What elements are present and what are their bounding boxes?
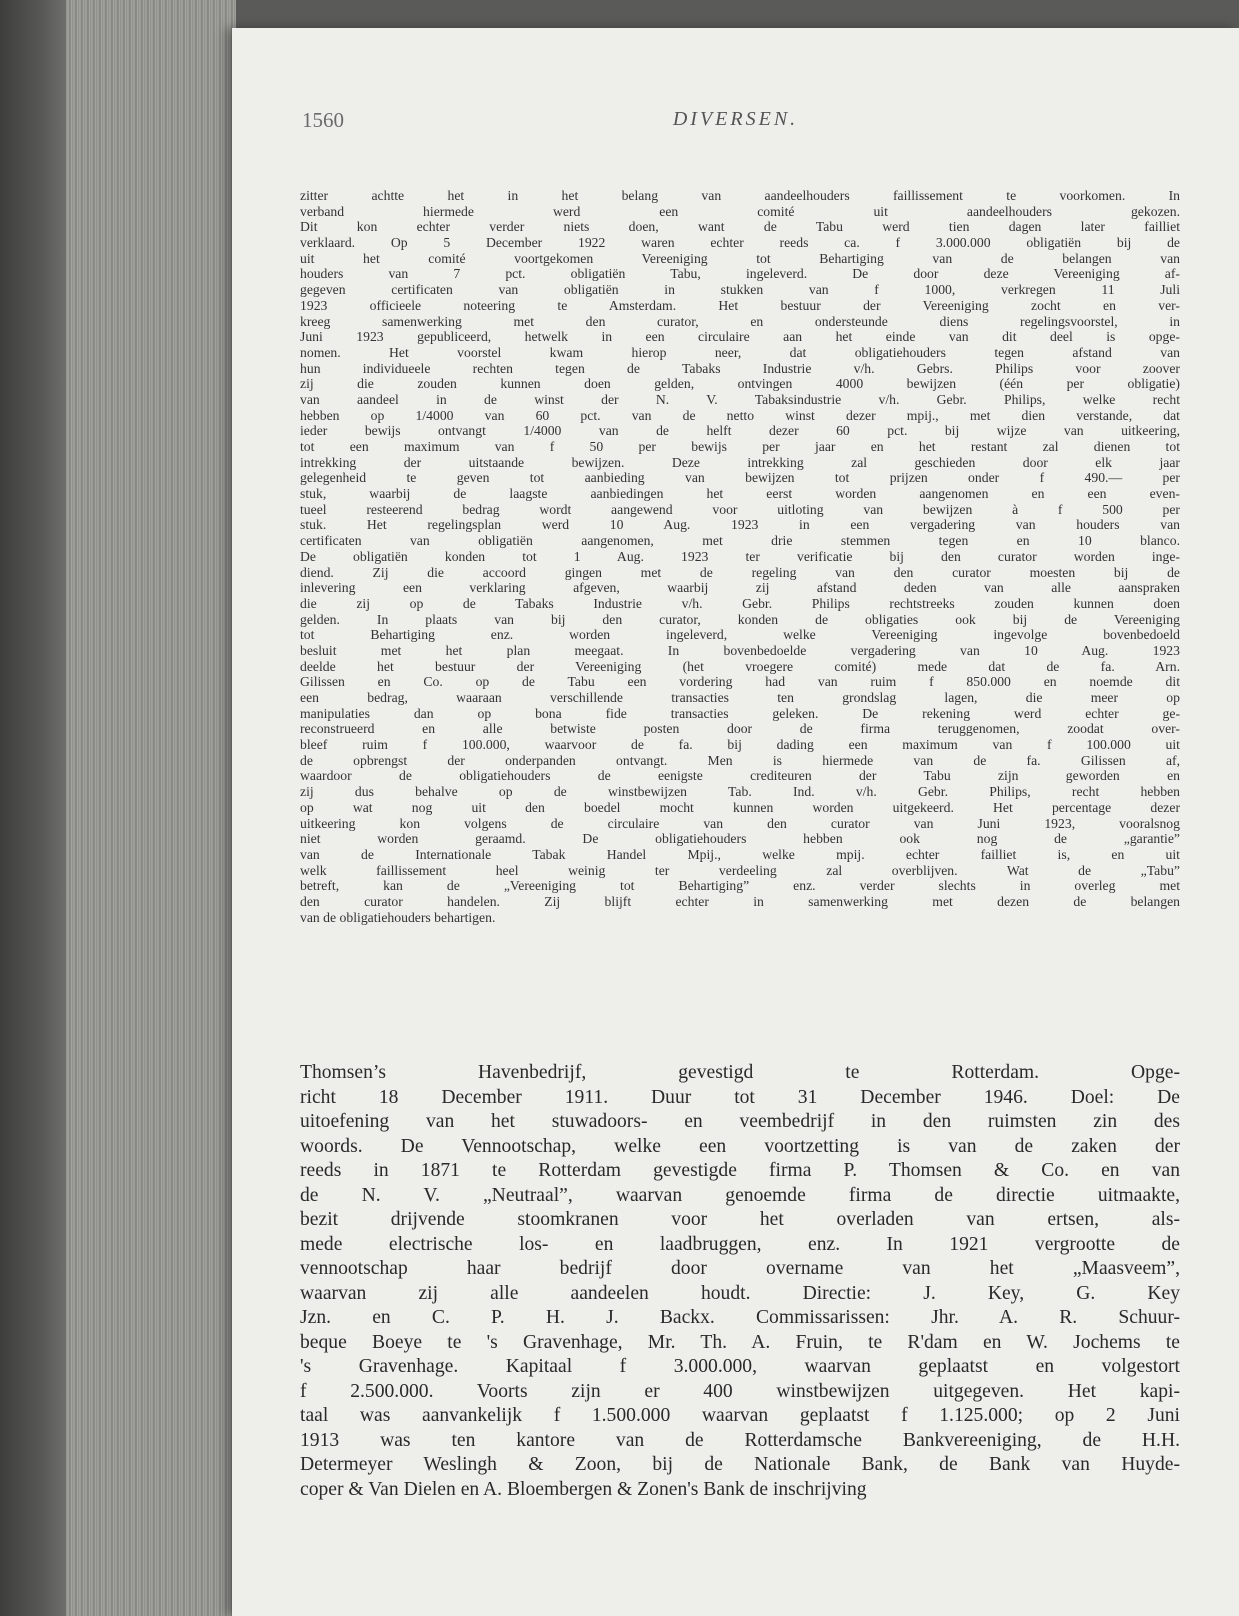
text-line: waarvan zij alle aandeelen houdt. Directie: J. Key, G. Key xyxy=(300,1282,1180,1304)
text-line: coper & Van Dielen en A. Bloembergen & Zonen's Bank de inschrijving xyxy=(300,1478,867,1500)
text-line: stuk, waarbij de laagste aanbiedingen het eerst worden aangenomen en een even- xyxy=(300,486,1180,502)
text-line: zij dus behalve op de winstbewijzen Tab. Ind. v/h. Gebr. Philips, recht hebben xyxy=(300,784,1180,800)
text-line: waardoor de obligatiehouders de eenigste crediteuren der Tabu zijn geworden en xyxy=(300,768,1180,784)
book-page-edges xyxy=(66,0,236,1616)
text-line: f 2.500.000. Voorts zijn er 400 winstbewijzen uitgegeven. Het kapi- xyxy=(300,1380,1180,1402)
text-line: deelde het bestuur der Vereeniging (het vroegere comité) mede dat de fa. Arn. xyxy=(300,658,1180,674)
text-line: Dit kon echter verder niets doen, want de Tabu werd tien dagen later failliet xyxy=(300,219,1180,235)
text-line: 1923 officieele noteering te Amsterdam. Het bestuur der Vereeniging zocht en ver- xyxy=(300,297,1180,313)
text-line: gegeven certificaten van obligatiën in stukken van f 1000, verkregen 11 Juli xyxy=(300,282,1180,298)
text-line: besluit met het plan meegaat. In bovenbedoelde vergadering van 10 Aug. 1923 xyxy=(300,642,1180,658)
book-spine-shadow xyxy=(0,0,66,1616)
running-head: DIVERSEN. xyxy=(672,108,799,130)
text-line: Thomsen’s Havenbedrijf, gevestigd te Rotterdam. Opge- xyxy=(300,1062,1180,1083)
text-line: intrekking der uitstaande bewijzen. Deze intrekking zal geschieden door elk jaar xyxy=(300,454,1180,470)
text-line: manipulaties dan op bona fide transacties geleken. De rekening werd echter ge- xyxy=(300,705,1180,721)
text-line: hun individueele rechten tegen de Tabaks Industrie v/h. Gebrs. Philips voor zoover xyxy=(300,360,1180,376)
text-line: hebben op 1/4000 van 60 pct. van de netto winst dezer mpij., met dien verstande, dat xyxy=(300,407,1180,423)
text-line: reeds in 1871 te Rotterdam gevestigde firma P. Thomsen & Co. en van xyxy=(300,1160,1180,1181)
text-line: houders van 7 pct. obligatiën Tabu, ingeleverd. De door deze Vereeniging af- xyxy=(300,266,1180,282)
text-line: tot Behartiging enz. worden ingeleverd, welke Vereeniging ingevolge bovenbedoeld xyxy=(300,627,1180,643)
text-line: van de obligatiehouders behartigen. xyxy=(300,909,496,925)
text-line: tueel resteerend bedrag wordt aangewend voor uitloting van bewijzen à f 500 per xyxy=(300,501,1180,517)
text-line: gelegenheid te geven tot aanbieding van bewijzen tot prijzen onder f 490.— per xyxy=(300,470,1180,486)
text-line: bezit drijvende stoomkranen voor het overladen van ertsen, als- xyxy=(300,1209,1180,1230)
text-line: vennootschap haar bedrijf door overname van het „Maasveem”, xyxy=(300,1258,1180,1279)
text-line: woords. De Vennootschap, welke een voortzetting is van de zaken der xyxy=(300,1135,1180,1157)
text-line: kreeg samenwerking met den curator, en ondersteunde diens regelingsvoorstel, in xyxy=(300,313,1180,329)
page-number: 1560 xyxy=(302,108,344,132)
text-line: mede electrische los- en laadbruggen, enz. In 1921 vergrootte de xyxy=(300,1233,1180,1255)
text-line: den curator handelen. Zij blijft echter in samenwerking met dezen de belangen xyxy=(300,893,1180,909)
text-line: verklaard. Op 5 December 1922 waren echter reeds ca. f 3.000.000 obligatiën bij de xyxy=(300,235,1180,251)
text-line: uit het comité voortgekomen Vereeniging tot Behartiging van de belangen van xyxy=(300,250,1180,266)
text-line: diend. Zij die accoord gingen met de regeling van den curator moesten bij de xyxy=(300,564,1180,580)
text-line: bleef ruim f 100.000, waarvoor de fa. bij dading een maximum van f 100.000 uit xyxy=(300,737,1180,753)
text-line: op wat nog uit den boedel mocht kunnen worden uitgekeerd. Het percentage dezer xyxy=(300,799,1180,815)
text-line: Jzn. en C. P. H. J. Backx. Commissarissen: Jhr. A. R. Schuur- xyxy=(300,1307,1180,1328)
text-line: Determeyer Weslingh & Zoon, bij de Nationale Bank, de Bank van Huyde- xyxy=(300,1454,1180,1475)
text-line: die zij op de Tabaks Industrie v/h. Gebr. Philips rechtstreeks zouden kunnen doen xyxy=(300,595,1180,611)
text-line: richt 18 December 1911. Duur tot 31 December 1946. Doel: De xyxy=(300,1086,1180,1108)
text-line: ieder bewijs ontvangt 1/4000 van de helft dezer 60 pct. bij wijze van uitkeering, xyxy=(300,423,1180,439)
text-line: van aandeel in de winst der N. V. Tabaksindustrie v/h. Gebr. Philips, welke recht xyxy=(300,391,1180,407)
text-line: 's Gravenhage. Kapitaal f 3.000.000, waarvan geplaatst en volgestort xyxy=(300,1356,1180,1377)
text-line: Juni 1923 gepubliceerd, hetwelk in een circulaire aan het einde van dit deel is opge- xyxy=(300,329,1180,345)
text-line: verband hiermede werd een comité uit aandeelhouders gekozen. xyxy=(300,203,1180,219)
text-line: Gilissen en Co. op de Tabu een vordering had van ruim f 850.000 en noemde dit xyxy=(300,674,1180,690)
text-line: gelden. In plaats van bij den curator, konden de obligaties ook bij de Vereeniging xyxy=(300,611,1180,627)
text-line: reconstrueerd en alle betwiste posten door de firma teruggenomen, zoodat over- xyxy=(300,721,1180,737)
text-line: uitkeering kon volgens de circulaire van den curator van Juni 1923, vooralsnog xyxy=(300,815,1180,831)
text-line: de N. V. „Neutraal”, waarvan genoemde firma de directie uitmaakte, xyxy=(300,1184,1180,1206)
text-line: niet worden geraamd. De obligatiehouders hebben ook nog de „garantie” xyxy=(300,831,1180,847)
text-line: taal was aanvankelijk f 1.500.000 waarvan geplaatst f 1.125.000; op 2 Juni xyxy=(300,1405,1180,1426)
text-line: betreft, kan de „Vereeniging tot Behartiging” enz. verder slechts in overleg met xyxy=(300,878,1180,894)
text-line: zij die zouden kunnen doen gelden, ontvingen 4000 bewijzen (één per obligatie) xyxy=(300,376,1180,392)
text-line: beque Boeye te 's Gravenhage, Mr. Th. A. Fruin, te R'dam en W. Jochems te xyxy=(300,1331,1180,1353)
text-line: nomen. Het voorstel kwam hierop neer, dat obligatiehouders tegen afstand van xyxy=(300,344,1180,360)
text-line: De obligatiën konden tot 1 Aug. 1923 ter verificatie bij den curator worden inge- xyxy=(300,548,1180,564)
book-page xyxy=(232,28,1239,1616)
text-line: een bedrag, waaraan verschillende transacties ten grondslag lagen, die meer op xyxy=(300,690,1180,705)
text-line: uitoefening van het stuwadoors- en veembedrijf in den ruimsten zin des xyxy=(300,1111,1180,1132)
company-entry-paragraph xyxy=(300,1061,1180,1502)
text-line: inlevering een verklaring afgeven, waarbij zij afstand deden van alle aanspraken xyxy=(300,580,1180,596)
text-line: certificaten van obligatiën aangenomen, met drie stemmen tegen en 10 blanco. xyxy=(300,533,1180,549)
text-line: 1913 was ten kantore van de Rotterdamsche Bankvereeniging, de H.H. xyxy=(300,1429,1180,1451)
text-line: tot een maximum van f 50 per bewijs per jaar en het restant zal dienen tot xyxy=(300,439,1180,454)
small-print-paragraph xyxy=(300,188,1180,925)
text-line: stuk. Het regelingsplan werd 10 Aug. 1923 in een vergadering van houders van xyxy=(300,517,1180,533)
text-line: de opbrengst der onderpanden ontvangt. Men is hiermede van de fa. Gilissen af, xyxy=(300,752,1180,768)
text-line: van de Internationale Tabak Handel Mpij., welke mpij. echter failliet is, en uit xyxy=(300,846,1180,862)
text-line: welk faillissement heel weinig ter verdeeling zal overblijven. Wat de „Tabu” xyxy=(300,862,1180,878)
text-line: zitter achtte het in het belang van aandeelhouders faillissement te voorkomen. In xyxy=(300,188,1180,203)
